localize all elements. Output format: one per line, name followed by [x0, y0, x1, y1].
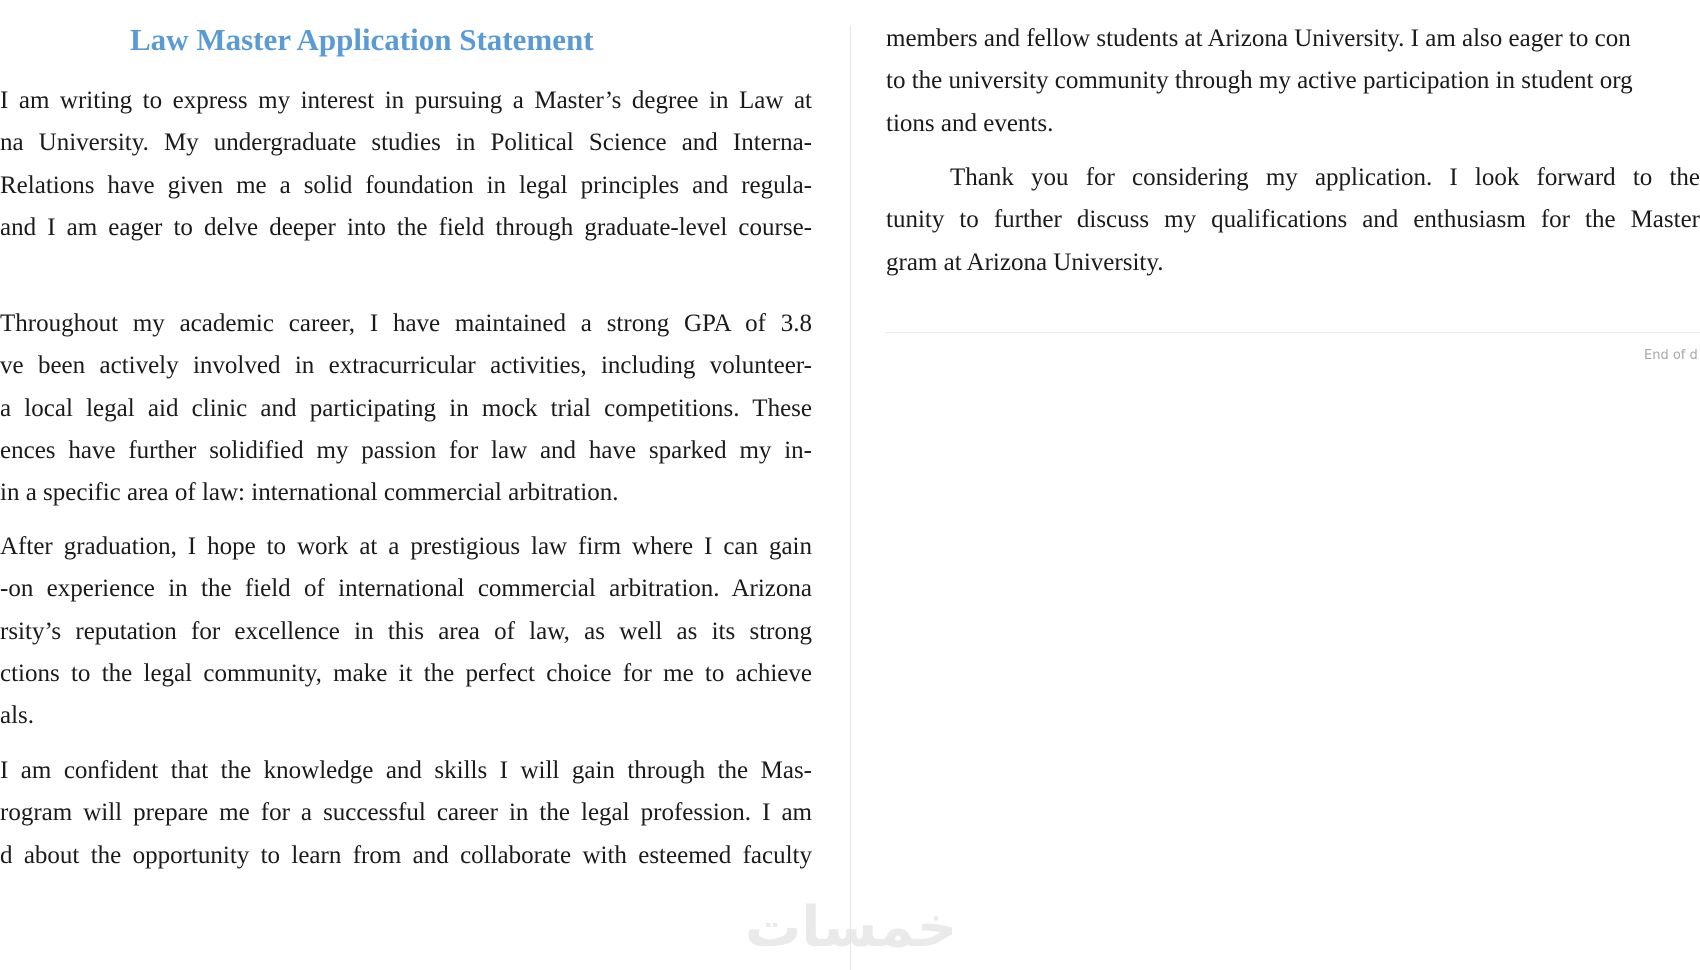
watermark-logo: خمسات — [745, 895, 958, 960]
body-line: -on experience in the field of international commercial arbitration. Arizona — [0, 575, 812, 602]
body-line: Relations have given me a solid foundation in legal principles and regula- — [0, 172, 812, 199]
body-line: I am writing to express my interest in pursuing a Master’s degree in Law at — [0, 87, 812, 114]
body-line: ctions to the legal community, make it the perfect choice for me to achieve — [0, 660, 812, 687]
body-line: als. — [0, 702, 35, 729]
body-line: a local legal aid clinic and participating in mock trial competitions. These — [0, 395, 812, 422]
body-line: and I am eager to delve deeper into the field through graduate-level course- — [0, 214, 812, 241]
end-of-document-rule — [886, 332, 1700, 333]
body-line: tions and events. — [886, 110, 1054, 137]
page-divider — [850, 25, 851, 970]
right-page — [886, 0, 1700, 970]
body-line: Throughout my academic career, I have maintained a strong GPA of 3.8 — [0, 310, 812, 337]
body-line: to the university community through my active participation in student org — [886, 67, 1633, 94]
body-line: I am confident that the knowledge and skills I will gain through the Mas- — [0, 757, 812, 784]
body-line: rsity’s reputation for excellence in this area of law, as well as its strong — [0, 618, 812, 645]
body-line: ve been actively involved in extracurricular activities, including volunteer- — [0, 352, 812, 379]
body-line: tunity to further discuss my qualifications and enthusiasm for the Master — [886, 206, 1700, 233]
body-line: After graduation, I hope to work at a prestigious law firm where I can gain — [0, 533, 812, 560]
body-line: in a specific area of law: international commercial arbitration. — [0, 479, 619, 506]
body-line: members and fellow students at Arizona University. I am also eager to con — [886, 25, 1631, 52]
document-title: Law Master Application Statement — [130, 22, 594, 57]
body-line: ences have further solidified my passion for law and have sparked my in- — [0, 437, 812, 464]
body-line: rogram will prepare me for a successful career in the legal profession. I am — [0, 799, 812, 826]
body-line: na University. My undergraduate studies in Political Science and Interna- — [0, 129, 812, 156]
body-line: Thank you for considering my application. I look forward to the — [950, 164, 1700, 191]
body-line: gram at Arizona University. — [886, 249, 1164, 276]
body-line: d about the opportunity to learn from and collaborate with esteemed faculty — [0, 842, 812, 869]
end-of-document-label: End of d — [1644, 348, 1698, 363]
